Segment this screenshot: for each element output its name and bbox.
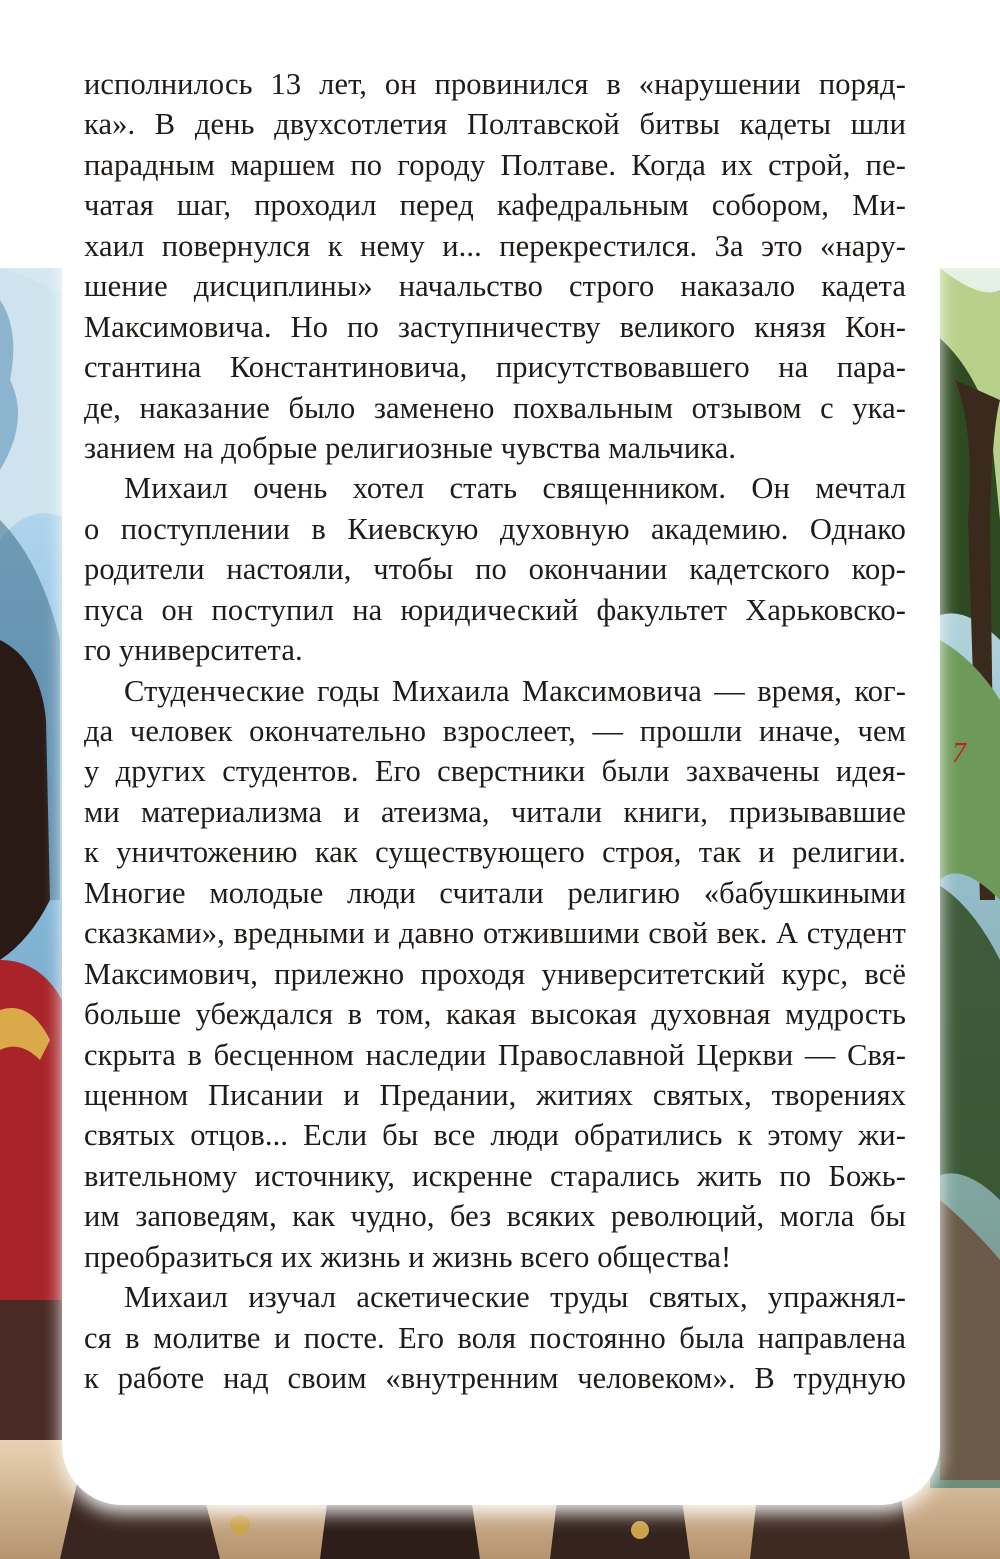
text-line: ся в молитве и посте. Его воля постоянно была направлена [84, 1320, 906, 1355]
text-line: щенном Писании и Предании, житиях святых, творениях [84, 1077, 906, 1112]
text-line: занием на добрые религиозные чувства мальчика. [84, 430, 737, 465]
text-line: ка». В день двухсотлетия Полтавской битвы кадеты шли [84, 107, 906, 142]
text-line: к уничтожению как существующего строя, так и религии. [84, 835, 906, 870]
text-line: де, наказание было заменено похвальным отзывом с ука- [84, 390, 906, 425]
text-line: го университета. [84, 633, 303, 668]
text-line: святых отцов... Если бы все люди обратились к этому жи- [84, 1118, 906, 1153]
text-line: чатая шаг, проходил перед кафедральным собором, Ми- [84, 188, 906, 223]
text-line: Михаил очень хотел стать священником. Он мечтал [124, 471, 906, 506]
text-line: да человек окончательно взрослеет, — прошли иначе, чем [84, 714, 906, 748]
text-line: скрыта в бесценном наследии Православной Церкви — Свя- [84, 1037, 906, 1072]
page-number: 7 [952, 738, 966, 769]
paragraph [84, 1277, 906, 1398]
text-line: Максимовича. Но по заступничеству великого князя Кон- [84, 309, 906, 344]
text-line: шение дисциплины» начальство строго наказало кадета [84, 269, 906, 304]
text-line: ми материализма и атеизма, читали книги, призывавшие [84, 794, 906, 829]
text-line: больше убеждался в том, какая высокая духовная мудрость [84, 997, 906, 1032]
text-line: преобразиться их жизнь и жизнь всего общества! [84, 1239, 732, 1274]
text-line: парадным маршем по городу Полтаве. Когда их строй, пе- [84, 147, 906, 182]
text-line: родители настояли, чтобы по окончании кадетского кор- [84, 552, 906, 587]
text-line: Михаил изучал аскетические труды святых, упражнял- [124, 1280, 906, 1315]
text-line: Максимович, прилежно проходя университетский курс, всё [84, 956, 906, 991]
text-line: Многие молодые люди считали религию «бабушкиными [84, 875, 906, 910]
text-line: вительному источнику, искренне старались жить по Божь- [84, 1158, 906, 1193]
text-line: им заповедям, как чудно, без всяких революций, могла бы [84, 1199, 906, 1234]
text-line: сказками», вредными и давно отжившими свой век. А студент [84, 916, 906, 951]
text-line: исполнилось 13 лет, он провинился в «нарушении поряд- [84, 67, 906, 101]
body-text [84, 64, 906, 1398]
paragraph [84, 64, 906, 468]
paragraph [84, 468, 906, 670]
text-line: о поступлении в Киевскую духовную академию. Однако [84, 511, 906, 546]
text-line: к работе над своим «внутренним человеком». В трудную [84, 1361, 906, 1395]
text-line: стантина Константиновича, присутствовавшего на пара- [84, 350, 906, 385]
text-line: пуса он поступил на юридический факультет Харьковско- [84, 592, 906, 627]
text-line: Студенческие годы Михаила Максимовича — время, ког- [124, 673, 906, 708]
text-line: у других студентов. Его сверстники были захвачены идея- [84, 754, 906, 789]
text-line: хаил повернулся к нему и... перекрестился. За это «нару- [84, 228, 906, 263]
paragraph [84, 671, 906, 1278]
